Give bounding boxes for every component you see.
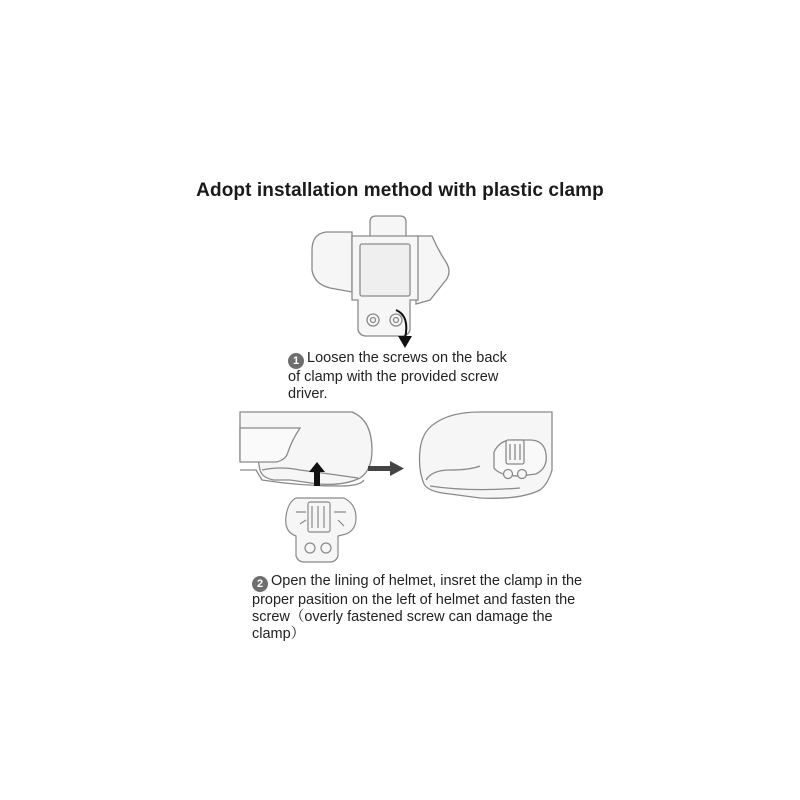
page-title: Adopt installation method with plastic clamp	[196, 180, 604, 201]
step-1-number: 1	[288, 353, 304, 369]
step-1-text: Loosen the screws on the back of clamp with the provided screw driver.	[288, 350, 507, 402]
right-arrow-icon	[368, 461, 404, 476]
step-2-text: Open the lining of helmet, insret the clamp in the proper pasition on the left of helmet and fasten the screw（overly fastened screw can damage the clamp）	[252, 573, 583, 642]
step-2-instruction	[252, 573, 592, 643]
step-2-number: 2	[252, 576, 268, 592]
